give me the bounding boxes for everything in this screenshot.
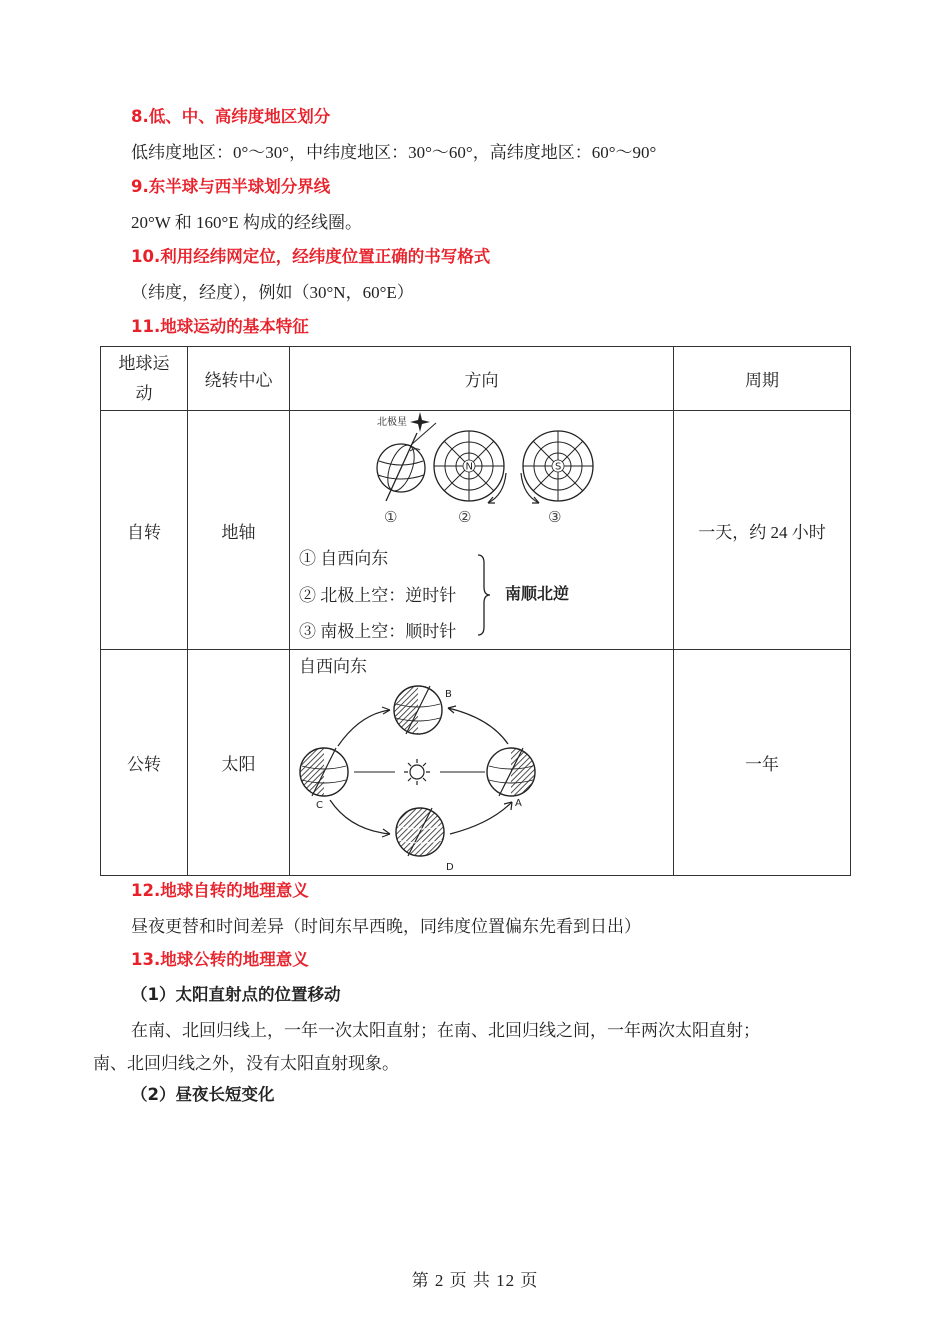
orbit-label-d: D bbox=[446, 862, 454, 873]
earth-b-icon bbox=[394, 686, 442, 734]
orbit-label-a: A bbox=[515, 798, 522, 809]
polaris-label: 北极星 bbox=[377, 417, 407, 428]
section-13-sub1: （1）太阳直射点的位置移动 bbox=[131, 985, 341, 1004]
revolution-direction-cell bbox=[290, 650, 674, 876]
section-8-text: 低纬度地区：0°～30°，中纬度地区：30°～60°，高纬度地区：60°～90° bbox=[131, 143, 657, 162]
section-9-text: 20°W 和 160°E 构成的经线圈。 bbox=[131, 213, 362, 232]
section-12-text: 昼夜更替和时间差异（时间东早西晚，同纬度位置偏东先看到日出） bbox=[131, 917, 641, 936]
diagram-num-1: ① bbox=[384, 508, 398, 526]
section-13-para-line1: 在南、北回归线上，一年一次太阳直射；在南、北回归线之间，一年两次太阳直射； bbox=[131, 1021, 760, 1040]
earth-d-icon bbox=[396, 808, 444, 856]
table-row-rotation bbox=[101, 411, 851, 650]
sun-icon bbox=[404, 759, 430, 785]
revolution-motion: 公转 bbox=[101, 650, 188, 876]
revolution-direction: 自西向东 bbox=[299, 657, 367, 676]
polaris-star-icon bbox=[410, 412, 430, 432]
section-13-para-line2: 南、北回归线之外，没有太阳直射现象。 bbox=[93, 1054, 399, 1073]
rotation-direction-cell bbox=[290, 411, 674, 650]
section-9-heading: 9.东半球与西半球划分界线 bbox=[131, 177, 331, 196]
earth-a-icon bbox=[487, 748, 535, 796]
orbit-label-c: C bbox=[316, 800, 323, 811]
rotation-diagram bbox=[290, 411, 674, 531]
south-label: S bbox=[555, 461, 562, 473]
revolution-period: 一年 bbox=[674, 650, 851, 876]
orbit-label-b: B bbox=[445, 689, 452, 700]
tilted-globe-icon bbox=[377, 423, 436, 501]
section-11-heading: 11.地球运动的基本特征 bbox=[131, 317, 309, 336]
earth-motion-table bbox=[100, 346, 851, 876]
page-number: 第 2 页 共 12 页 bbox=[411, 1271, 539, 1290]
section-12-heading: 12.地球自转的地理意义 bbox=[131, 881, 309, 900]
table-header-row bbox=[101, 347, 851, 411]
orbit-arrow-cb bbox=[338, 710, 390, 746]
rotation-dir-2: ② 北极上空：逆时针 bbox=[299, 586, 457, 605]
rotation-dir-1: ① 自西向东 bbox=[299, 549, 389, 568]
diagram-num-3: ③ bbox=[548, 508, 562, 526]
rotation-summary: 南顺北逆 bbox=[505, 584, 570, 603]
header-period: 周期 bbox=[674, 347, 851, 411]
north-label: N bbox=[465, 461, 473, 473]
header-motion-line2: 动 bbox=[135, 383, 153, 403]
section-13-heading: 13.地球公转的地理意义 bbox=[131, 950, 309, 969]
diagram-num-2: ② bbox=[458, 508, 472, 526]
section-10-heading: 10.利用经纬网定位，经纬度位置正确的书写格式 bbox=[131, 247, 491, 266]
header-motion bbox=[101, 347, 188, 411]
orbit-arrow-ba bbox=[448, 708, 508, 744]
rotation-motion: 自转 bbox=[101, 411, 188, 650]
section-8-heading: 8.低、中、高纬度地区划分 bbox=[131, 107, 331, 126]
rotation-period: 一天，约 24 小时 bbox=[674, 411, 851, 650]
right-brace-icon bbox=[474, 553, 494, 637]
section-10-text: （纬度，经度），例如（30°N，60°E） bbox=[131, 283, 414, 302]
revolution-center: 太阳 bbox=[188, 650, 290, 876]
table-row-revolution bbox=[101, 650, 851, 876]
rotation-center: 地轴 bbox=[188, 411, 290, 650]
orbit-diagram bbox=[290, 674, 674, 874]
rotation-dir-3: ③ 南极上空：顺时针 bbox=[299, 622, 457, 641]
header-motion-line1: 地球运 bbox=[118, 353, 170, 373]
header-center: 绕转中心 bbox=[188, 347, 290, 411]
section-13-sub2: （2）昼夜长短变化 bbox=[131, 1085, 275, 1104]
header-direction: 方向 bbox=[290, 347, 674, 411]
earth-c-icon bbox=[300, 748, 348, 796]
orbit-arrow-cd bbox=[330, 800, 390, 834]
orbit-arrow-da bbox=[450, 802, 512, 834]
